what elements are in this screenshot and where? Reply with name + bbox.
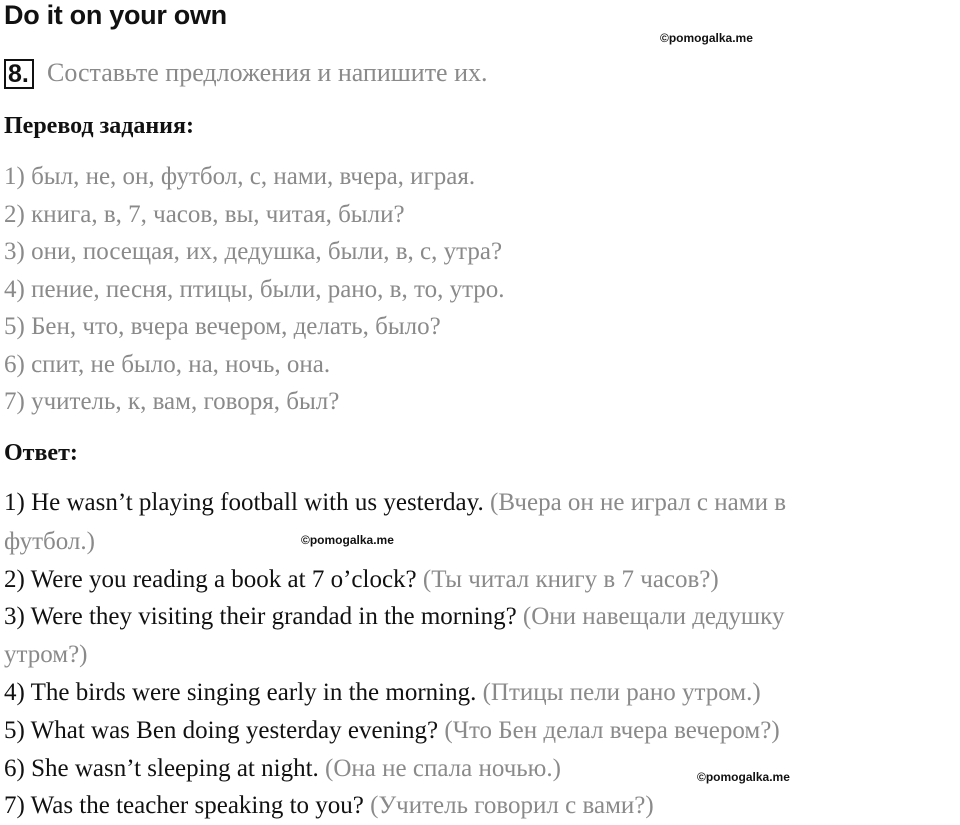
answer-item-3-translation: (Они навещали дедушку [522,603,785,630]
answer-item-3-translation-end: утром?) [4,641,88,668]
answer-item-3-continued [4,641,88,669]
task-instruction: Составьте предложения и напишите их. [47,58,488,87]
answer-item-2-translation: (Ты читал книгу в 7 часов?) [422,566,719,593]
answer-item-4 [4,679,761,707]
translation-item-3: 3) они, посещая, их, дедушка, были, в, с, утра? [4,238,503,265]
answer-item-5 [4,717,780,745]
translation-item-4: 4) пение, песня, птицы, были, рано, в, то, утро. [4,276,505,303]
answer-item-5-english: 5) What was Ben doing yesterday evening? [4,717,439,744]
watermark-bottom: ©pomogalka.me [697,770,790,784]
translation-item-1: 1) был, не, он, футбол, с, нами, вчера, играя. [4,163,476,190]
watermark-top: ©pomogalka.me [660,31,753,45]
watermark-middle: ©pomogalka.me [301,533,394,547]
answer-item-1-translation: (Вчера он не играл с нами в [490,489,787,516]
answer-item-7-english: 7) Was the teacher speaking to you? [4,792,364,819]
answer-item-5-translation: (Что Бен делал вчера вечером?) [444,717,780,744]
answer-item-2 [4,566,719,594]
translation-title: Перевод задания: [4,113,194,139]
answer-item-2-english: 2) Were you reading a book at 7 o’clock? [4,566,417,593]
answer-item-3 [4,603,784,631]
translation-item-6: 6) спит, не было, на, ночь, она. [4,351,331,378]
page-title: Do it on your own [4,0,227,30]
answer-item-1 [4,489,786,517]
translation-item-2: 2) книга, в, 7, часов, вы, читая, были? [4,201,405,228]
answer-item-1-english: 1) He wasn’t playing football with us yesterday. [4,489,484,516]
translation-item-5: 5) Бен, что, вчера вечером, делать, было? [4,313,441,340]
answer-item-1-continued [4,528,95,556]
task-number: 8. [4,59,34,89]
answer-item-4-english: 4) The birds were singing early in the morning. [4,679,477,706]
answer-title: Ответ: [4,440,78,466]
answer-item-7 [4,792,654,820]
answer-item-4-translation: (Птицы пели рано утром.) [482,679,761,706]
answer-item-7-translation: (Учитель говорил с вами?) [370,792,654,819]
answer-item-6-translation: (Она не спала ночью.) [325,755,561,782]
answer-item-3-english: 3) Were they visiting their grandad in the morning? [4,603,517,630]
translation-item-7: 7) учитель, к, вам, говоря, был? [4,388,340,415]
answer-item-1-translation-end: футбол.) [4,528,95,555]
answer-item-6-english: 6) She wasn’t sleeping at night. [4,755,319,782]
answer-item-6 [4,755,561,783]
